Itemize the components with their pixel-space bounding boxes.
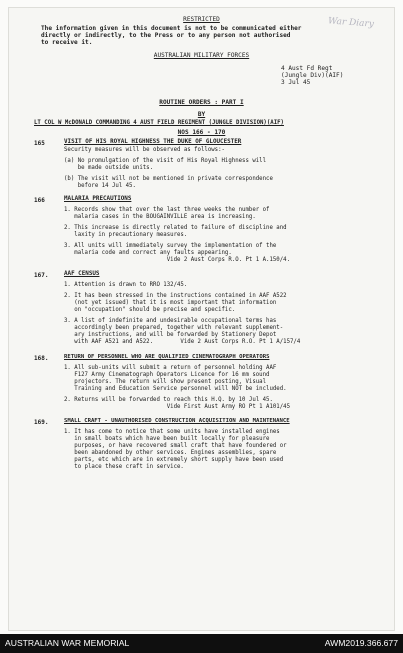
section-line: malaria cases in the BOUGAINVILLE area is increasing.	[64, 214, 256, 220]
section-line: been abandoned by other services. Engines assemblies, spare	[64, 450, 277, 456]
orders-by: BY	[197, 111, 206, 118]
section-line: before 14 Jul 45.	[64, 183, 136, 189]
section-title: AAF CENSUS	[64, 271, 100, 277]
orders-title: ROUTINE ORDERS : PART I	[159, 99, 244, 106]
commander-line: LT COL W McDONALD COMMANDING 4 AUST FIELD REGIMENT (JUNGLE DIVISION)(AIF)	[34, 120, 284, 126]
section-line: purposes, or have recovered small craft that have foundered or	[64, 443, 287, 449]
organisation-heading: AUSTRALIAN MILITARY FORCES	[153, 52, 250, 59]
section-line: ary instructions, and will be forwarded by Stationery Depot	[64, 332, 277, 338]
archive-caption-bar	[0, 634, 403, 653]
section-line: laxity in precautionary measures.	[64, 232, 188, 238]
section-number: 169.	[34, 419, 49, 426]
unit-line-2: (Jungle Div)(AIF)	[281, 72, 344, 79]
section-line: in small boats which have been built locally for pleasure	[64, 436, 270, 442]
section-reference: with AAF A521 and A522. Vide 2 Aust Corps R.O. Pt 1 A/157/4	[64, 339, 301, 345]
section-line: (not yet issued) that it is most important that information	[64, 300, 277, 306]
section-title: VISIT OF HIS ROYAL HIGHNESS THE DUKE OF GLOUCESTER	[64, 139, 242, 145]
section-line: 1. Attention is drawn to RRO 132/45.	[64, 282, 188, 288]
warning-line-2: directly or indirectly, to the Press or to any person not authorised	[41, 32, 291, 39]
section-line: be made outside units.	[64, 165, 154, 171]
section-line: malaria code and correct any faults appearing.	[64, 250, 232, 256]
classification-heading: RESTRICTED	[183, 16, 220, 23]
section-line: 2. It has been stressed in the instructions contained in AAF A522	[64, 293, 287, 299]
section-line: to place these craft in service.	[64, 464, 184, 470]
section-number: 167.	[34, 272, 49, 279]
section-line: Training and Education Service personnel will NOT be included.	[64, 386, 287, 392]
order-range: NOS 166 - 170	[177, 129, 226, 136]
section-line: 1. Records show that over the last three weeks the number of	[64, 207, 270, 213]
section-line: 1. It has come to notice that some units have installed engines	[64, 429, 280, 435]
section-line: parts, etc which are in extremely short supply have been used	[64, 457, 284, 463]
document-page	[9, 8, 394, 630]
section-line: (a) No promulgation of the visit of His Royal Highness will	[64, 158, 267, 164]
section-line: 2. Returns will be forwarded to reach this H.Q. by 10 Jul 45.	[64, 397, 273, 403]
section-line: 3. All units will immediately survey the implementation of the	[64, 243, 277, 249]
section-line: on "occupation" should be precise and specific.	[64, 307, 236, 313]
warning-line-3: to receive it.	[41, 39, 93, 46]
section-number: 168.	[34, 355, 49, 362]
section-title: MALARIA PRECAUTIONS	[64, 196, 132, 202]
archive-accession-number: AWM2019.366.677	[324, 638, 398, 648]
section-title: RETURN OF PERSONNEL WHO ARE QUALIFIED CINEMATOGRAPH OPERATORS	[64, 354, 270, 360]
unit-line-1: 4 Aust Fd Regt	[281, 65, 333, 72]
section-line: 3. A list of indefinite and undesirable occupational terms has	[64, 318, 277, 324]
section-line: accordingly been prepared, together with relevant supplement-	[64, 325, 284, 331]
section-number: 165	[34, 140, 45, 147]
section-line: 2. This increase is directly related to failure of discipline and	[64, 225, 287, 231]
warning-line-1: The information given in this document is not to be communicated either	[41, 25, 302, 32]
section-line: 1. All sub-units will submit a return of personnel holding AAF	[64, 365, 277, 371]
section-reference: Vide First Aust Army RO Pt 1 A101/45	[64, 404, 290, 410]
section-line: projectors. The return will show present posting, Visual	[64, 379, 267, 385]
section-line: (b) The visit will not be mentioned in private correspondence	[64, 176, 273, 182]
archive-name: AUSTRALIAN WAR MEMORIAL	[5, 638, 130, 648]
handwritten-note: War Diary	[327, 16, 375, 30]
section-reference: Vide 2 Aust Corps R.O. Pt 1 A.150/4.	[64, 257, 290, 263]
section-line: Security measures will be observed as follows:-	[64, 147, 225, 153]
section-number: 166	[34, 197, 45, 204]
section-title: SMALL CRAFT - UNAUTHORISED CONSTRUCTION ACQUISITION AND MAINTENANCE	[64, 418, 290, 424]
unit-date: 3 Jul 45	[281, 79, 311, 86]
section-line: F127 Army Cinematograph Operators Licence for 16 mm sound	[64, 372, 270, 378]
